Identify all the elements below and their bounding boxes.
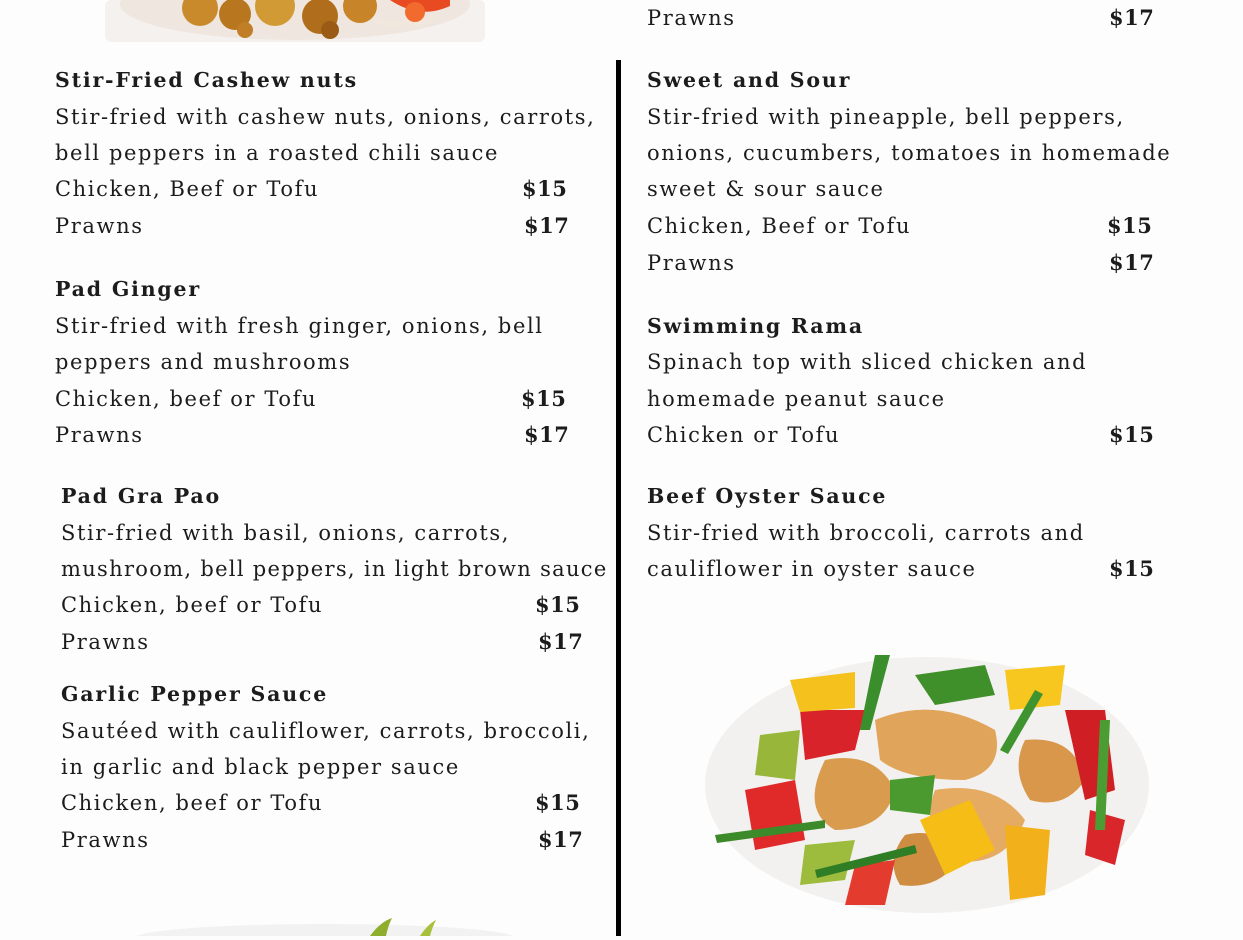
menu-option-label: Chicken, beef or Tofu: [55, 387, 318, 411]
menu-item-title: Beef Oyster Sauce: [647, 484, 888, 508]
food-photo-top: [105, 0, 485, 42]
menu-item-title: Pad Gra Pao: [61, 484, 221, 508]
menu-option-price: $17: [538, 827, 584, 852]
menu-option-price: $15: [1109, 422, 1155, 447]
menu-option-label: Prawns: [61, 630, 150, 654]
menu-item-description: peppers and mushrooms: [55, 350, 352, 374]
menu-option-price: $17: [524, 422, 570, 447]
prev-item-prawns-price: $17: [1109, 5, 1155, 30]
menu-option-label: Chicken, beef or Tofu: [61, 593, 324, 617]
menu-item-description: Stir-fried with fresh ginger, onions, bell: [55, 314, 544, 338]
menu-option-label: Chicken, Beef or Tofu: [647, 214, 912, 238]
menu-option-price: $15: [535, 592, 581, 617]
menu-option-label: Prawns: [647, 251, 736, 275]
menu-option-price: $15: [521, 386, 567, 411]
menu-item-title: Stir-Fried Cashew nuts: [55, 68, 358, 92]
menu-item-description: mushroom, bell peppers, in light brown sauce: [61, 557, 608, 581]
menu-item-description: bell peppers in a roasted chili sauce: [55, 141, 500, 165]
menu-option-price: $15: [1107, 213, 1153, 238]
menu-option-label: Prawns: [61, 828, 150, 852]
menu-option-label: Chicken, beef or Tofu: [61, 791, 324, 815]
menu-item-title: Pad Ginger: [55, 277, 201, 301]
menu-option-price: $15: [522, 176, 568, 201]
menu-item-description: homemade peanut sauce: [647, 387, 946, 411]
menu-option-label: Chicken, Beef or Tofu: [55, 177, 320, 201]
menu-item-description: in garlic and black pepper sauce: [61, 755, 460, 779]
menu-item-description: Stir-fried with cashew nuts, onions, carrots,: [55, 105, 596, 129]
menu-item-description: Stir-fried with broccoli, carrots and: [647, 521, 1085, 545]
menu-option-price: $17: [538, 629, 584, 654]
menu-item-title: Swimming Rama: [647, 314, 864, 338]
menu-item-description: Stir-fried with basil, onions, carrots,: [61, 521, 511, 545]
menu-option-price: $15: [535, 790, 581, 815]
menu-option-price: $17: [524, 213, 570, 238]
menu-option-label: Chicken or Tofu: [647, 423, 841, 447]
column-divider: [616, 60, 621, 936]
menu-item-description: Stir-fried with pineapple, bell peppers,: [647, 105, 1125, 129]
prev-item-prawns-label: Prawns: [647, 6, 736, 30]
menu-item-description: cauliflower in oyster sauce: [647, 557, 977, 581]
menu-item-description: Spinach top with sliced chicken and: [647, 350, 1088, 374]
menu-option-price: $17: [1109, 250, 1155, 275]
food-photo-bottom: [130, 914, 520, 936]
menu-option-label: Prawns: [55, 214, 144, 238]
menu-item-description: onions, cucumbers, tomatoes in homemade: [647, 141, 1172, 165]
menu-item-description: Sautéed with cauliflower, carrots, broccoli,: [61, 719, 591, 743]
menu-item-description: sweet & sour sauce: [647, 177, 885, 201]
menu-item-title: Sweet and Sour: [647, 68, 852, 92]
sweet-and-sour-dish-photo: [705, 650, 1150, 915]
menu-option-label: Prawns: [55, 423, 144, 447]
menu-item-title: Garlic Pepper Sauce: [61, 682, 329, 706]
menu-option-price: $15: [1109, 556, 1155, 581]
